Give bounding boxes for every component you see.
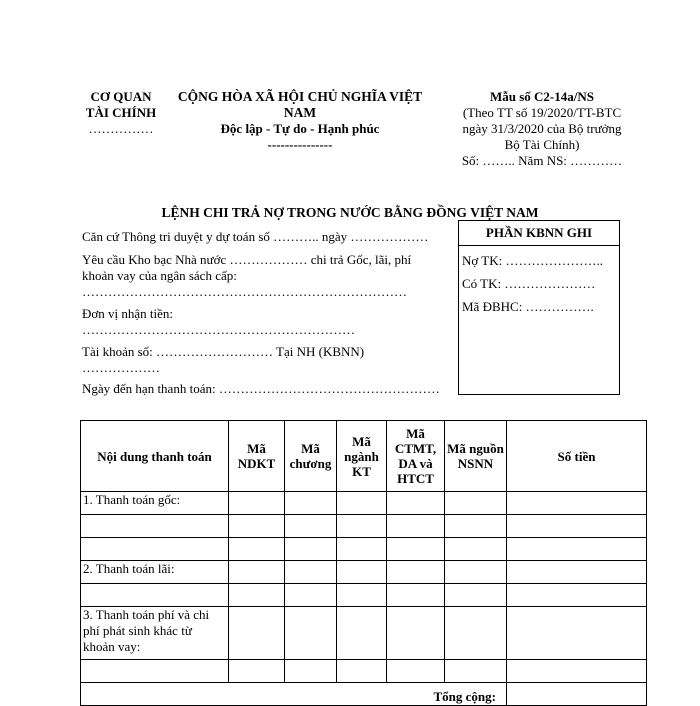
recipient-dots: ……………………………………………………… [82,322,355,337]
total-row [81,683,647,706]
agency-name-line-1: CƠ QUAN [90,89,152,104]
request-field-line-1: Yêu cầu Kho bạc Nhà nước ……………… chi trả Gốc, lãi, phí [82,252,412,267]
agency-name-line-2: TÀI CHÍNH [85,105,157,120]
form-reference-2: ngày 31/3/2020 của Bộ trưởng [462,121,622,136]
account-field: Tài khoản số: ……………………… Tại NH (KBNN) [82,344,365,359]
recipient-label: Đơn vị nhận tiền: [82,306,173,321]
section-fees: 3. Thanh toán phí và chi phí phát sinh khác từ khoản vay: [81,607,229,660]
motto: Độc lập - Tự do - Hạnh phúc [220,121,380,136]
form-number-year: Số: …….. Năm NS: ………… [461,153,623,168]
table-row [81,492,647,515]
table-row [81,584,647,607]
account-dots: ……………… [82,360,160,375]
col-header-ndkt: Mã NDKT [229,421,285,492]
request-field-dots: ………………………………………………………………… [82,284,407,299]
agency-block [76,89,166,137]
total-label: Tổng cộng: [81,683,507,706]
kbnn-heading: PHẦN KBNN GHI [459,221,619,246]
kbnn-dbhc-code: Mã ĐBHC: ……………. [462,299,594,314]
form-number-block [436,89,648,169]
table-row [81,515,647,538]
request-field-line-2: khoản vay của ngân sách cấp: [82,268,237,283]
motto-rule: --------------- [267,137,333,152]
due-date-field: Ngày đến hạn thanh toán: …………………………………………… [82,381,440,396]
form-reference-3: Bộ Tài Chính) [504,137,580,152]
table-header-row [81,421,647,492]
nation-block [168,89,432,153]
basis-field: Căn cứ Thông tri duyệt y dự toán số ……….. ngày ……………… [82,229,429,244]
form-reference-1: (Theo TT số 19/2020/TT-BTC [462,105,622,120]
table-row [81,660,647,683]
nation-title-line-1: CỘNG HÒA XÃ HỘI CHỦ NGHĨA VIỆT [177,89,423,104]
table-row [81,607,647,660]
payment-table [80,420,647,706]
kbnn-credit-account: Có TK: ………………… [462,276,596,291]
col-header-source: Mã nguồn NSNN [445,421,507,492]
kbnn-panel [458,220,620,395]
section-interest: 2. Thanh toán lãi: [81,561,229,584]
col-header-ctmt: Mã CTMT, DA và HTCT [387,421,445,492]
total-amount-cell [507,683,647,706]
document-title: LỆNH CHI TRẢ NỢ TRONG NƯỚC BẰNG ĐỒNG VIỆT NAM [161,205,539,220]
section-principal: 1. Thanh toán gốc: [81,492,229,515]
col-header-chapter: Mã chương [285,421,337,492]
col-header-amount: Số tiền [507,421,647,492]
table-row [81,538,647,561]
agency-dots: …………… [88,121,154,136]
nation-title-line-2: NAM [283,105,317,120]
table-row [81,561,647,584]
kbnn-debit-account: Nợ TK: ………………….. [462,253,603,268]
form-number: Mẫu số C2-14a/NS [489,89,594,104]
col-header-content: Nội dung thanh toán [81,421,229,492]
col-header-sector: Mã ngành KT [337,421,387,492]
